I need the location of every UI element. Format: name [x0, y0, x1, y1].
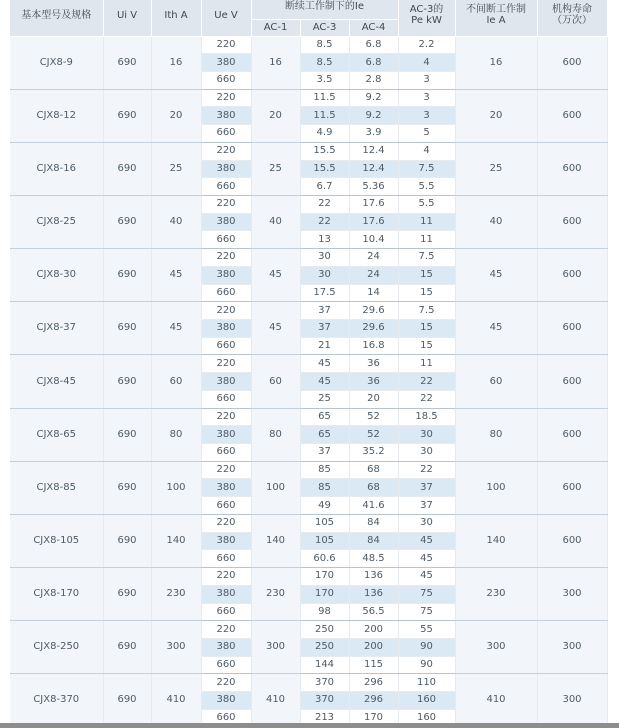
cell-life: 600: [537, 142, 607, 195]
cell-ith: 60: [151, 355, 201, 408]
cell-ith: 410: [151, 674, 201, 727]
cell-ie-continuous: 230: [455, 568, 537, 621]
cell-ith: 80: [151, 408, 201, 461]
cell-ac3: 6.7: [300, 178, 349, 196]
cell-ue: 220: [201, 674, 251, 692]
cell-ue: 220: [201, 302, 251, 320]
cell-ue: 380: [201, 107, 251, 125]
cell-ac4: 170: [349, 709, 398, 727]
cell-ac4: 6.8: [349, 54, 398, 72]
header-ie2-line1: 不间断工作制: [466, 4, 526, 16]
cell-ac3: 370: [300, 692, 349, 710]
cell-ac4: 14: [349, 284, 398, 302]
cell-ac3: 8.5: [300, 54, 349, 72]
cell-ac3: 13: [300, 231, 349, 249]
cell-ac3: 105: [300, 532, 349, 550]
cell-ac4: 29.6: [349, 320, 398, 338]
cell-ac3: 21: [300, 337, 349, 355]
table-body: [10, 36, 607, 727]
cell-pe: 45: [398, 568, 455, 586]
cell-ac4: 16.8: [349, 337, 398, 355]
cell-ac4: 84: [349, 532, 398, 550]
cell-life: 600: [537, 302, 607, 355]
cell-ui: 690: [103, 89, 151, 142]
cell-ie-continuous: 45: [455, 249, 537, 302]
cell-life: 600: [537, 249, 607, 302]
header-life: [537, 0, 607, 36]
table-row: [10, 302, 607, 320]
cell-ie-continuous: 40: [455, 195, 537, 248]
cell-ue: 380: [201, 532, 251, 550]
cell-ue: 660: [201, 125, 251, 143]
cell-ac3: 30: [300, 266, 349, 284]
cell-ui: 690: [103, 408, 151, 461]
cell-pe: 11: [398, 231, 455, 249]
header-ui: Ui V: [103, 0, 151, 36]
cell-ac3: 250: [300, 621, 349, 639]
cell-ac3: 98: [300, 603, 349, 621]
header-life-line1: 机构寿命: [552, 4, 592, 16]
cell-ith: 40: [151, 195, 201, 248]
header-ie-continuous: [455, 0, 537, 36]
cell-ac1: 45: [251, 249, 300, 302]
table-row: [10, 355, 607, 373]
cell-ac3: 45: [300, 355, 349, 373]
cell-ac4: 24: [349, 249, 398, 267]
cell-ac4: 56.5: [349, 603, 398, 621]
cell-model: CJX8-9: [10, 36, 103, 89]
cell-ui: 690: [103, 142, 151, 195]
cell-ac4: 35.2: [349, 444, 398, 462]
cell-ie-continuous: 45: [455, 302, 537, 355]
cell-ac3: 45: [300, 373, 349, 391]
cell-ac1: 410: [251, 674, 300, 727]
cell-ue: 220: [201, 249, 251, 267]
cell-model: CJX8-170: [10, 568, 103, 621]
cell-ue: 380: [201, 320, 251, 338]
cell-ac3: 37: [300, 444, 349, 462]
cell-ac3: 85: [300, 479, 349, 497]
cell-ue: 220: [201, 621, 251, 639]
cell-ue: 220: [201, 568, 251, 586]
cell-ie-continuous: 300: [455, 621, 537, 674]
cell-life: 600: [537, 408, 607, 461]
cell-ac4: 136: [349, 568, 398, 586]
cell-ui: 690: [103, 249, 151, 302]
cell-ue: 220: [201, 36, 251, 54]
header-ie2-line2: Ie A: [486, 15, 506, 27]
cell-ac4: 48.5: [349, 550, 398, 568]
cell-ue: 660: [201, 656, 251, 674]
cell-ac4: 12.4: [349, 142, 398, 160]
cell-ue: 380: [201, 585, 251, 603]
cell-ui: 690: [103, 674, 151, 727]
cell-ui: 690: [103, 461, 151, 514]
cell-ac4: 84: [349, 514, 398, 532]
cell-ac4: 12.4: [349, 160, 398, 178]
cell-ie-continuous: 100: [455, 461, 537, 514]
cell-ith: 230: [151, 568, 201, 621]
cell-ue: 660: [201, 550, 251, 568]
cell-ue: 380: [201, 638, 251, 656]
cell-model: CJX8-370: [10, 674, 103, 727]
cell-life: 600: [537, 355, 607, 408]
cell-ac3: 85: [300, 461, 349, 479]
cell-ith: 45: [151, 249, 201, 302]
cell-ac4: 296: [349, 692, 398, 710]
cell-ue: 660: [201, 603, 251, 621]
cell-ac3: 144: [300, 656, 349, 674]
cell-ue: 380: [201, 692, 251, 710]
cell-ue: 380: [201, 54, 251, 72]
table-row: [10, 514, 607, 532]
cell-model: CJX8-16: [10, 142, 103, 195]
cell-ac4: 9.2: [349, 107, 398, 125]
cell-ac3: 30: [300, 249, 349, 267]
cell-pe: 3: [398, 89, 455, 107]
cell-pe: 37: [398, 479, 455, 497]
table-row: [10, 674, 607, 692]
cell-ue: 380: [201, 373, 251, 391]
cell-ac4: 52: [349, 426, 398, 444]
cell-ac4: 68: [349, 461, 398, 479]
table-row: [10, 89, 607, 107]
cell-life: 300: [537, 621, 607, 674]
cell-ith: 140: [151, 514, 201, 567]
cell-model: CJX8-250: [10, 621, 103, 674]
cell-ui: 690: [103, 621, 151, 674]
cell-ith: 45: [151, 302, 201, 355]
cell-ac4: 24: [349, 266, 398, 284]
cell-ue: 380: [201, 479, 251, 497]
cell-ac1: 140: [251, 514, 300, 567]
cell-ue: 660: [201, 284, 251, 302]
cell-ie-continuous: 410: [455, 674, 537, 727]
table-row: [10, 408, 607, 426]
cell-ac1: 300: [251, 621, 300, 674]
cell-pe: 15: [398, 284, 455, 302]
cell-ac4: 200: [349, 638, 398, 656]
cell-ui: 690: [103, 355, 151, 408]
cell-ac3: 60.6: [300, 550, 349, 568]
cell-pe: 15: [398, 266, 455, 284]
cell-pe: 18.5: [398, 408, 455, 426]
cell-ue: 380: [201, 213, 251, 231]
cell-ue: 660: [201, 390, 251, 408]
cell-ac4: 6.8: [349, 36, 398, 54]
cell-ue: 660: [201, 709, 251, 727]
cell-pe: 75: [398, 603, 455, 621]
cell-ue: 660: [201, 444, 251, 462]
cell-ui: 690: [103, 514, 151, 567]
cell-model: CJX8-105: [10, 514, 103, 567]
header-ith: Ith A: [151, 0, 201, 36]
cell-pe: 5: [398, 125, 455, 143]
cell-ac4: 41.6: [349, 497, 398, 515]
cell-ue: 660: [201, 337, 251, 355]
cell-pe: 160: [398, 692, 455, 710]
cell-ac1: 100: [251, 461, 300, 514]
cell-ac1: 20: [251, 89, 300, 142]
cell-ac4: 36: [349, 373, 398, 391]
cell-ue: 220: [201, 89, 251, 107]
table-row: [10, 36, 607, 54]
cell-pe: 4: [398, 142, 455, 160]
cell-pe: 7.5: [398, 302, 455, 320]
cell-ie-continuous: 16: [455, 36, 537, 89]
cell-pe: 5.5: [398, 178, 455, 196]
cell-ac4: 2.8: [349, 71, 398, 89]
cell-ac3: 25: [300, 390, 349, 408]
cell-ue: 380: [201, 160, 251, 178]
cell-pe: 110: [398, 674, 455, 692]
bottom-scrollbar-edge: [0, 723, 619, 728]
cell-ie-continuous: 20: [455, 89, 537, 142]
cell-ie-continuous: 140: [455, 514, 537, 567]
cell-ac1: 16: [251, 36, 300, 89]
cell-ac3: 37: [300, 302, 349, 320]
cell-ac3: 17.5: [300, 284, 349, 302]
cell-ac3: 22: [300, 213, 349, 231]
cell-pe: 15: [398, 337, 455, 355]
cell-ac4: 17.6: [349, 213, 398, 231]
cell-life: 300: [537, 674, 607, 727]
cell-ac3: 65: [300, 426, 349, 444]
cell-ac3: 15.5: [300, 160, 349, 178]
cell-pe: 2.2: [398, 36, 455, 54]
cell-model: CJX8-12: [10, 89, 103, 142]
cell-ac4: 9.2: [349, 89, 398, 107]
contactor-spec-table: [10, 0, 608, 728]
cell-ac4: 52: [349, 408, 398, 426]
header-pe: [398, 0, 455, 36]
cell-ue: 660: [201, 178, 251, 196]
cell-ac3: 170: [300, 585, 349, 603]
cell-ue: 380: [201, 426, 251, 444]
cell-model: CJX8-45: [10, 355, 103, 408]
header-model: 基本型号及规格: [10, 0, 103, 36]
cell-ac3: 11.5: [300, 107, 349, 125]
cell-pe: 37: [398, 497, 455, 515]
cell-pe: 4: [398, 54, 455, 72]
cell-ac3: 49: [300, 497, 349, 515]
cell-ac4: 5.36: [349, 178, 398, 196]
cell-life: 600: [537, 514, 607, 567]
cell-ac4: 136: [349, 585, 398, 603]
header-ac3: AC-3: [300, 19, 349, 36]
cell-pe: 45: [398, 532, 455, 550]
cell-life: 600: [537, 36, 607, 89]
cell-ac1: 25: [251, 142, 300, 195]
cell-ue: 220: [201, 408, 251, 426]
cell-ue: 660: [201, 71, 251, 89]
cell-ue: 220: [201, 195, 251, 213]
cell-ac3: 213: [300, 709, 349, 727]
cell-ue: 660: [201, 231, 251, 249]
cell-pe: 45: [398, 550, 455, 568]
header-pe-line2: Pe kW: [411, 15, 442, 27]
header-ac4: AC-4: [349, 19, 398, 36]
cell-ac1: 60: [251, 355, 300, 408]
cell-ue: 220: [201, 142, 251, 160]
cell-pe: 7.5: [398, 160, 455, 178]
cell-pe: 3: [398, 107, 455, 125]
cell-ac1: 230: [251, 568, 300, 621]
cell-ac1: 80: [251, 408, 300, 461]
cell-ie-continuous: 60: [455, 355, 537, 408]
cell-ac1: 45: [251, 302, 300, 355]
cell-ac4: 29.6: [349, 302, 398, 320]
table-row: [10, 568, 607, 586]
cell-ac3: 15.5: [300, 142, 349, 160]
cell-ue: 220: [201, 514, 251, 532]
table-header: [10, 0, 607, 36]
cell-pe: 90: [398, 638, 455, 656]
cell-ac4: 20: [349, 390, 398, 408]
cell-pe: 7.5: [398, 249, 455, 267]
cell-model: CJX8-65: [10, 408, 103, 461]
cell-ac4: 10.4: [349, 231, 398, 249]
cell-model: CJX8-37: [10, 302, 103, 355]
cell-model: CJX8-85: [10, 461, 103, 514]
table-row: [10, 249, 607, 267]
cell-pe: 11: [398, 213, 455, 231]
cell-ac3: 105: [300, 514, 349, 532]
cell-ac3: 370: [300, 674, 349, 692]
cell-pe: 5.5: [398, 195, 455, 213]
cell-pe: 22: [398, 390, 455, 408]
cell-ac3: 22: [300, 195, 349, 213]
cell-ith: 300: [151, 621, 201, 674]
cell-ac4: 200: [349, 621, 398, 639]
cell-pe: 22: [398, 373, 455, 391]
cell-ui: 690: [103, 36, 151, 89]
cell-ue: 220: [201, 461, 251, 479]
cell-model: CJX8-30: [10, 249, 103, 302]
table-row: [10, 461, 607, 479]
cell-ith: 16: [151, 36, 201, 89]
cell-ac3: 37: [300, 320, 349, 338]
cell-pe: 90: [398, 656, 455, 674]
cell-pe: 22: [398, 461, 455, 479]
cell-ac3: 3.5: [300, 71, 349, 89]
cell-ac4: 17.6: [349, 195, 398, 213]
cell-ac4: 296: [349, 674, 398, 692]
cell-ue: 220: [201, 355, 251, 373]
cell-ith: 25: [151, 142, 201, 195]
cell-pe: 160: [398, 709, 455, 727]
cell-ac4: 36: [349, 355, 398, 373]
cell-ie-continuous: 80: [455, 408, 537, 461]
cell-life: 600: [537, 461, 607, 514]
cell-pe: 75: [398, 585, 455, 603]
cell-life: 600: [537, 89, 607, 142]
cell-ith: 100: [151, 461, 201, 514]
cell-ac3: 11.5: [300, 89, 349, 107]
cell-ith: 20: [151, 89, 201, 142]
cell-pe: 55: [398, 621, 455, 639]
header-ue: Ue V: [201, 0, 251, 36]
cell-ac4: 3.9: [349, 125, 398, 143]
table-row: [10, 621, 607, 639]
cell-ui: 690: [103, 302, 151, 355]
cell-ui: 690: [103, 195, 151, 248]
cell-ac3: 4.9: [300, 125, 349, 143]
header-pe-line1: AC-3的: [409, 4, 444, 16]
cell-ac4: 68: [349, 479, 398, 497]
cell-ue: 380: [201, 266, 251, 284]
table-row: [10, 142, 607, 160]
table-row: [10, 195, 607, 213]
cell-ac3: 250: [300, 638, 349, 656]
cell-pe: 11: [398, 355, 455, 373]
cell-pe: 30: [398, 514, 455, 532]
cell-pe: 15: [398, 320, 455, 338]
cell-model: CJX8-25: [10, 195, 103, 248]
header-life-line2: （万次）: [552, 15, 592, 27]
cell-pe: 3: [398, 71, 455, 89]
cell-pe: 30: [398, 426, 455, 444]
cell-ui: 690: [103, 568, 151, 621]
cell-ac4: 115: [349, 656, 398, 674]
cell-pe: 30: [398, 444, 455, 462]
header-ac1: AC-1: [251, 19, 300, 36]
header-ie-group: 断续工作制下的Ie: [251, 0, 398, 19]
cell-ac3: 65: [300, 408, 349, 426]
cell-ac3: 8.5: [300, 36, 349, 54]
cell-life: 300: [537, 568, 607, 621]
cell-life: 600: [537, 195, 607, 248]
cell-ac3: 170: [300, 568, 349, 586]
cell-ie-continuous: 25: [455, 142, 537, 195]
cell-ue: 660: [201, 497, 251, 515]
cell-ac1: 40: [251, 195, 300, 248]
